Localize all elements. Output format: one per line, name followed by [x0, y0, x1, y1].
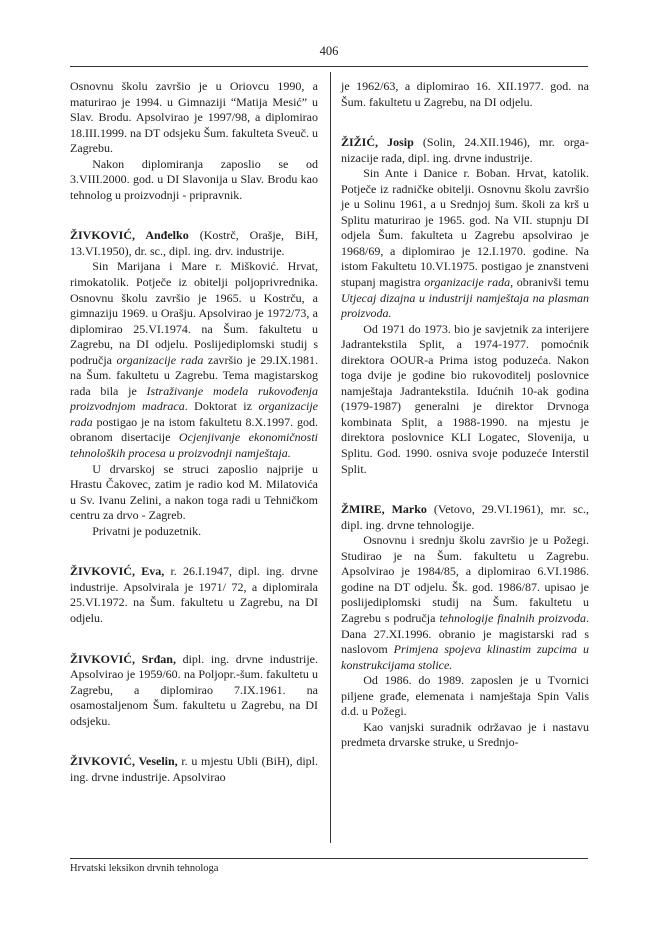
entry-text: Sin Ante i Danice r. Boban. Hrvat, katolik. Potječe iz radničke obitelji. Osnovnu školu završio je u Solinu 1961, a u Srednjoj šum. školi za krš u Splitu maturirao je 1965. god. Na VII. stupnju DI odjela Šum. fakulteta u Zagrebu apsolvirao je 1968/69, a diplomirao je 12.I.1970. godine. Na istom Fakultetu 10.VI.1975. postigao je znanstveni stupanj magistra [341, 166, 589, 290]
entry-paragraph [341, 166, 589, 321]
entry-paragraph [70, 79, 318, 157]
entry-paragraph [70, 652, 318, 730]
entry-text: postigao je na istom fakultetu 8.X.1997. god. obranom disertacije [70, 414, 318, 445]
entry-paragraph [341, 720, 589, 751]
italic-phrase: Primjena spojeva klinastim zupcima u konstrukcijama stolice. [341, 642, 589, 672]
entry-text: r. 26.I.1947, dipl. ing. drvne industrije. Apsolvirala je 1971/ 72, a diplomirala 25.VI.1972. na Šum. fakultetu u Zagrebu, na DI odjelu. [70, 564, 319, 625]
entry-headword: ŽIVKOVIĆ, Veselin, [70, 754, 178, 769]
entry-paragraph [70, 157, 318, 204]
entry-text: Privatni je poduzetnik. [92, 523, 202, 538]
entry-text: (Vetovo, 29.VI.1961), mr. sc., dipl. ing. drvne tehnologije. [341, 502, 589, 532]
entry-text: Od 1986. do 1989. zaposlen je u Tvornici piljene građe, elemenata i namještaja Spin Valis d.d. u Požegi. [341, 673, 589, 719]
italic-phrase: Utjecaj dizajna u industriji namještaja na plasman proizvoda. [341, 290, 589, 321]
header-rule [70, 66, 588, 67]
entry-text: Osnovnu i srednju školu završio je u Požegi. Studirao je na Šum. fakultetu u Zagrebu. Apsolvirao je 1984/85, a diplomirao 6.VI.1986. godine na DT odjelu. Šk. god. 1986/87. upisao je poslijediplomski studij na Šum. fakultetu u Zagrebu s područja [341, 533, 589, 625]
footer-title: Hrvatski leksikon drvnih tehnologa [70, 863, 219, 874]
entry-paragraph [70, 462, 318, 524]
entry-headword: ŽMIRE, Marko [341, 502, 427, 517]
entry-text: Od 1971 do 1973. bio je savjetnik za interijere Jadrantekstila Split, a 1974-1977. pomoćnik direktora OOUR-a Prima istog poduzeća. Nakon toga dvije je godine bio rukovoditelj poslovnice namještaja Jadrantekstila. Idućnih 10-ak godina (1979-1987) generalni je direktor Drvnoga kombinata Split, a 1988-1990. na mjestu je direktora poslovnice KLI Logatec, Slovenija, u Splitu. God. 1990. osniva svoje poduzeće Interstil Split. [341, 321, 589, 476]
footer-rule [70, 858, 588, 859]
left-column [70, 79, 318, 810]
entry-text: Kao vanjski suradnik održavao je i nastavu predmeta drvarske struke, u Srednjo- [341, 719, 589, 750]
entry-text: obranivši temu [513, 275, 590, 290]
entry-headword: ŽIVKOVIĆ, Srđan, [70, 651, 176, 666]
entry-paragraph [70, 259, 318, 461]
entry-text: dipl. ing. drvne industrije. Apsolvirao je 1959/60. na Poljopr.-šum. fakultetu u Zagrebu, a diplomirao 7.IX.1961. na osamostaljenom Šum. fakultetu u Zagrebu, na DI odsjeku. [70, 651, 319, 728]
lexicon-entry-zivkovic-andelko [70, 228, 318, 539]
entry-paragraph [70, 524, 318, 540]
entry-paragraph [341, 79, 589, 110]
lexicon-entry-zmire-marko [341, 502, 589, 751]
entry-paragraph [70, 564, 318, 626]
italic-phrase: organizacije rada, [424, 275, 514, 290]
entry-text: završio je 29.IX.1981. na Šum. fakultetu u Zagrebu. Tema magistarskog rada bila je [70, 352, 318, 398]
lexicon-entry-zizic-josip [341, 135, 589, 477]
page-number: 406 [319, 44, 339, 58]
italic-phrase: Ocjenjivanje ekonomičnosti tehnoloških procesa u proizvodnji namještaja. [70, 430, 318, 461]
entry-paragraph [341, 673, 589, 720]
column-divider [330, 72, 331, 843]
entry-headword: ŽIVKOVIĆ, Anđelko [70, 228, 189, 243]
entry-text: . Doktorat iz [184, 399, 259, 414]
entry-text: Sin Marijana i Mare r. Mišković. Hrvat, rimokatolik. Potječe iz obitelji poljoprivrednika. Osnovnu školu završio je 1965. u Kostrču, a gimnaziju 1969. u Orašju. Apsolvirao je 1972/73, a diplomirao 25.VI.1974. na Šum. fakultetu u Zagrebu, na DI odjelu. Poslijediplomski studij s područja [70, 259, 318, 367]
entry-text: (Solin, 24.XII.1946), mr. orga-nizacije rada, dipl. ing. drvne industrije. [341, 135, 589, 165]
entry-paragraph [341, 502, 589, 533]
entry-paragraph [341, 533, 589, 673]
entry-paragraph [341, 135, 589, 166]
entry-paragraph [70, 228, 318, 259]
italic-phrase: tehnologije finalnih proizvoda [439, 610, 586, 625]
lexicon-entry-zivkovic-veselin [70, 754, 318, 785]
entry-headword: ŽIŽIĆ, Josip [341, 135, 414, 150]
lexicon-entry-zivkovic-srdan [70, 652, 318, 730]
right-column [341, 79, 589, 776]
entry-text: (Kostrč, Orašje, BiH, 13.VI.1950), dr. sc., dipl. ing. drv. industrije. [70, 228, 319, 258]
lexicon-entry-veselin-cont [341, 79, 589, 110]
entry-text: Osnovnu školu završio je u Oriovcu 1990, a maturirao je 1994. u Gimnaziji “Matija Mesić” u Slav. Brodu. Apsolvirao je 1997/98, a diplomirao 18.III.1999. na DT odsjeku Šum. fakulteta Sveuč. u Zagrebu. [70, 79, 318, 156]
italic-phrase: Istraživanje modela rukovođenja proizvodnjom madraca [70, 383, 319, 414]
entry-headword: ŽIVKOVIĆ, Eva, [70, 564, 165, 579]
entry-text: Nakon diplomiranja zaposlio se od 3.VIII.2000. god. u DI Slavonija u Slav. Brodu kao tehnolog u proizvodnji - pripravnik. [70, 156, 318, 202]
entry-text: U drvarskoj se struci zaposlio najprije u Hrastu Čakovec, zatim je radio kod M. Milatovića u Sv. Ivanu Zelini, a nakon toga radi u Tehničkom centru za drvo - Zagreb. [70, 461, 318, 523]
entry-paragraph [341, 322, 589, 477]
entry-text: je 1962/63, a diplomirao 16. XII.1977. god. na Šum. fakultetu u Zagrebu, na DI odjelu. [341, 79, 589, 109]
entry-text: r. u mjestu Ubli (BiH), dipl. ing. drvne industrije. Apsolvirao [70, 754, 318, 784]
lexicon-entry-zivkovic-eva [70, 564, 318, 626]
lexicon-entry-cont [70, 79, 318, 203]
entry-text: . Dana 27.XI.1996. obranio je magistarski rad s naslovom [341, 610, 589, 657]
entry-paragraph [70, 754, 318, 785]
italic-phrase: organizacije rada [70, 399, 318, 429]
italic-phrase: organizacije rada [116, 352, 204, 367]
